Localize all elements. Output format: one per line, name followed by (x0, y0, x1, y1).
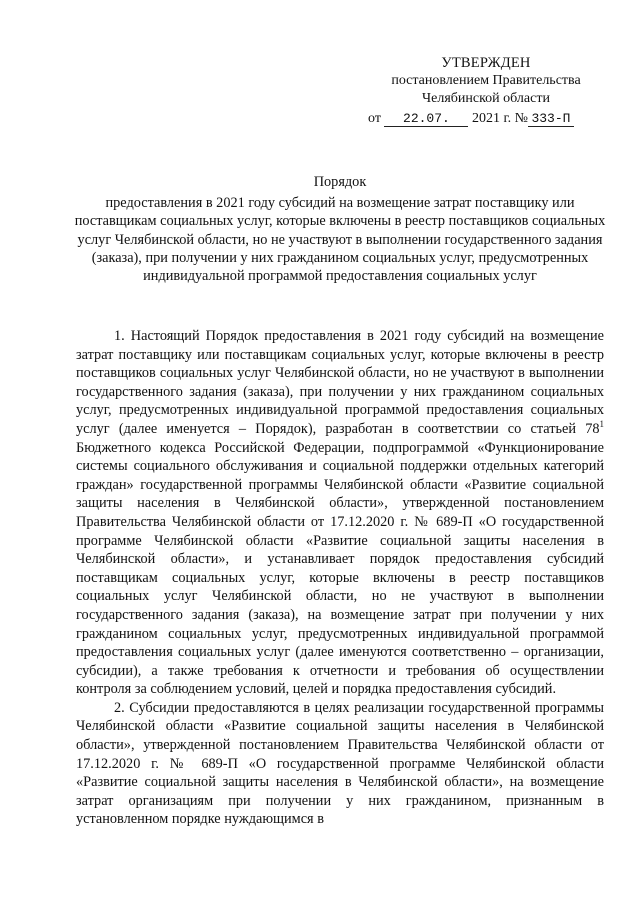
from-label: от (368, 111, 381, 126)
document-body (76, 327, 604, 829)
approval-line-1: постановлением Правительства (391, 73, 581, 88)
paragraph-2: 2. Субсидии предоставляются в целях реализации государственной программы Челябинской области «Развитие социальной защиты населения в Челябинской области», утвержденной постановлением Правительства Челябинской области от 17.12.2020 г. № 689-П «О государственной программе Челябинской области «Развитие социальной защиты населения в Челябинской области», на возмещение затрат организациям при получении у них гражданином, признанным в установленном порядке нуждающимся в (76, 699, 604, 828)
approval-date-line (368, 110, 604, 128)
approval-number: 333-П (528, 112, 574, 127)
approval-title: УТВЕРЖДЕН (441, 55, 531, 71)
article-superscript: 1 (599, 419, 604, 430)
document-heading (70, 173, 610, 285)
paragraph-1-text-b: Бюджетного кодекса Российской Федерации, подпрограммой «Функционирование системы социального обслуживания и социальной поддержки отдельных категорий граждан» государственной программы Челябинской области «Развитие социальной защиты населения в Челябинской области», утвержденной постановлением Правительства Челябинской области от 17.12.2020 г. № 689-П «О государственной программе Челябинской области «Развитие социальной защиты населения в Челябинской области», и устанавливает порядок предоставления субсидий поставщикам социальных услуг, которые включены в реестр поставщиков социальных услуг Челябинской области, но не участвуют в выполнении государственного задания (заказа), на возмещение затрат при получении у них гражданином социальных услуг, предусмотренных индивидуальной программой предоставления социальных услуг (далее именуются соответственно – организации, субсидии), а также требования к отчетности и требования об осуществлении контроля за соблюдением условий, целей и порядка предоставления субсидий. (76, 439, 604, 698)
paragraph-1-text-a: 1. Настоящий Порядок предоставления в 2021 году субсидий на возмещение затрат поставщику или поставщикам социальных услуг, которые включены в реестр поставщиков социальных услуг Челябинской области, но не участвуют в выполнении государственного задания (заказа), при получении у них гражданином социальных услуг, предусмотренных индивидуальной программой предоставления социальных услуг (далее именуется – Порядок), разработан в соответствии со статьей 78 (76, 328, 604, 437)
approval-stamp (368, 54, 604, 128)
approval-date: 22.07. (384, 112, 468, 127)
document-subtitle: предоставления в 2021 году субсидий на возмещение затрат поставщику или поставщикам социальных услуг, которые включены в реестр поставщиков социальных услуг Челябинской области, но не участвуют в выполнении государственного задания (заказа), при получении у них гражданином социальных услуг, предусмотренных индивидуальной программой предоставления социальных услуг (74, 195, 606, 285)
document-name: Порядок (313, 174, 367, 190)
year-text: 2021 г. № (471, 111, 528, 126)
approval-line-2: Челябинской области (422, 91, 550, 106)
paragraph-1 (76, 327, 604, 699)
